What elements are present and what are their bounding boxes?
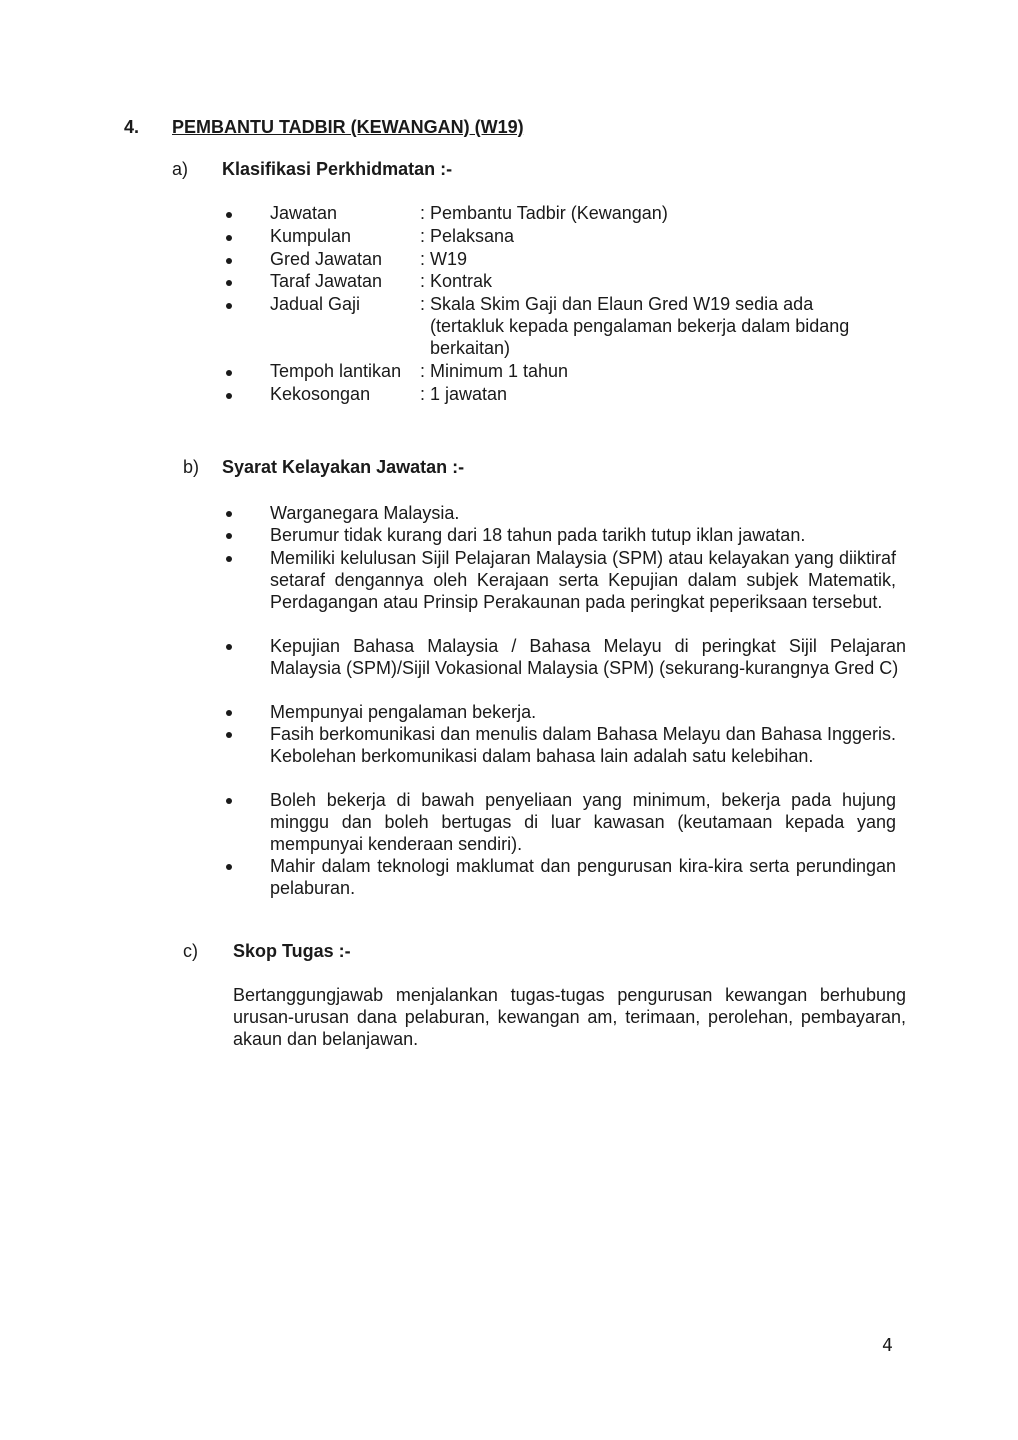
item-label: Kekosongan (270, 384, 371, 404)
part-a-title: Klasifikasi Perkhidmatan :- (222, 159, 453, 179)
bullet-icon (224, 363, 234, 373)
item-label: Kumpulan (270, 226, 352, 246)
item-value: : Pelaksana (420, 226, 515, 246)
list-item-text: Memiliki kelulusan Sijil Pelajaran Malaysia (SPM) atau kelayakan yang diiktiraf setaraf dengannya oleh Kerajaan serta Kepujian dalam subjek Matematik, Perdagangan atau Prinsip Perakaunan pada peringkat peperiksaan tersebut. (270, 548, 896, 612)
bullet-icon (224, 725, 234, 735)
list-item-text: Kepujian Bahasa Malaysia / Bahasa Melayu di peringkat Sijil Pelajaran Malaysia (SPM)/Sijil Vokasional Malaysia (SPM) (sekurang-kurangnya Gred C) (270, 636, 906, 678)
bullet-icon (224, 549, 234, 559)
list-item-text: Mahir dalam teknologi maklumat dan pengurusan kira-kira serta perundingan pelaburan. (270, 856, 896, 898)
section-title: PEMBANTU TADBIR (KEWANGAN) (W19) (172, 117, 524, 137)
bullet-icon (224, 386, 234, 396)
part-c-title: Skop Tugas :- (233, 941, 351, 961)
item-label: Jadual Gaji (270, 294, 361, 314)
item-value-line2: (tertakluk kepada pengalaman bekerja dalam bidang (430, 316, 850, 336)
item-value: : 1 jawatan (420, 384, 508, 404)
list-item-text: Boleh bekerja di bawah penyeliaan yang minimum, bekerja pada hujung minggu dan boleh bertugas di luar kawasan (keutamaan kepada yang mempunyai kenderaan sendiri). (270, 790, 896, 854)
bullet-icon (224, 857, 234, 867)
bullet-icon (224, 504, 234, 514)
section-number: 4. (124, 117, 140, 137)
list-item-text: Fasih berkomunikasi dan menulis dalam Bahasa Melayu dan Bahasa Inggeris. Kebolehan berkomunikasi dalam bahasa lain adalah satu kelebihan. (270, 724, 896, 766)
page-number: 4 (882, 1335, 893, 1356)
part-c-letter: c) (183, 941, 198, 961)
bullet-icon (224, 251, 234, 261)
item-value-line3: berkaitan) (430, 338, 511, 358)
item-value: : Kontrak (420, 271, 493, 291)
list-item-text: Mempunyai pengalaman bekerja. (270, 702, 537, 722)
item-value: : W19 (420, 249, 468, 269)
item-label: Gred Jawatan (270, 249, 383, 269)
bullet-icon (224, 703, 234, 713)
list-item-text: Berumur tidak kurang dari 18 tahun pada tarikh tutup iklan jawatan. (270, 525, 806, 545)
bullet-icon (224, 205, 234, 215)
item-label: Jawatan (270, 203, 338, 223)
list-item-text: Warganegara Malaysia. (270, 503, 460, 523)
bullet-icon (224, 296, 234, 306)
item-value: : Pembantu Tadbir (Kewangan) (420, 203, 668, 223)
bullet-icon (224, 273, 234, 283)
bullet-icon (224, 791, 234, 801)
part-b-title: Syarat Kelayakan Jawatan :- (222, 457, 465, 477)
part-a-letter: a) (172, 159, 189, 179)
bullet-icon (224, 526, 234, 536)
item-value: : Minimum 1 tahun (420, 361, 569, 381)
scope-paragraph: Bertanggungjawab menjalankan tugas-tugas pengurusan kewangan berhubung urusan-urusan dana pelaburan, kewangan am, terimaan, perolehan, pembayaran, akaun dan belanjawan. (233, 985, 906, 1049)
part-b-letter: b) (183, 457, 200, 477)
item-value: : Skala Skim Gaji dan Elaun Gred W19 sedia ada (420, 294, 814, 314)
item-label: Tempoh lantikan (270, 361, 402, 381)
item-label: Taraf Jawatan (270, 271, 383, 291)
bullet-icon (224, 228, 234, 238)
bullet-icon (224, 637, 234, 647)
